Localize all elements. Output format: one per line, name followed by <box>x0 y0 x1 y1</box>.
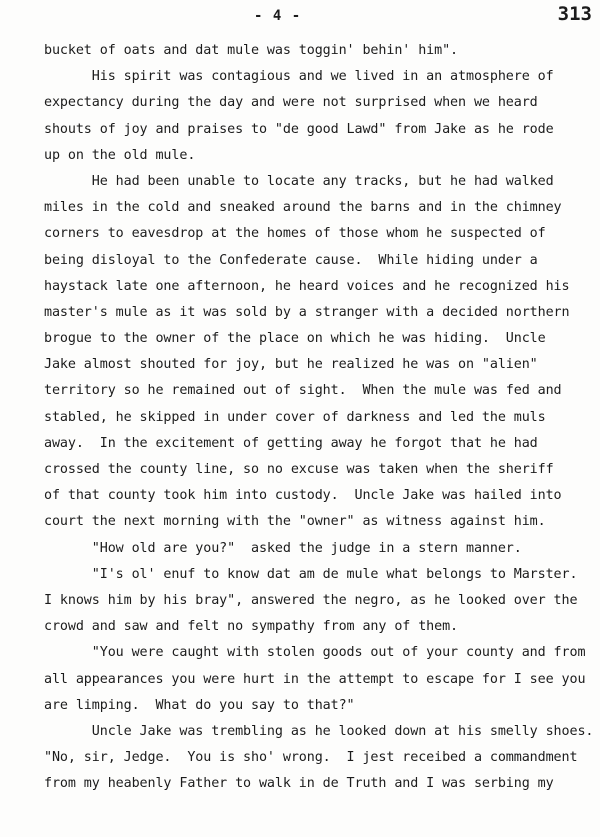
text-line: all appearances you were hurt in the attempt to escape for I see you <box>44 671 586 687</box>
text-line: "No, sir, Jedge. You is sho' wrong. I jest receibed a commandment <box>44 750 578 766</box>
folio-number: 313 <box>557 3 592 25</box>
text-line: are limping. What do you say to that?" <box>44 697 355 713</box>
text-line: expectancy during the day and were not surprised when we heard <box>44 95 538 111</box>
text-line: "How old are you?" asked the judge in a stern manner. <box>44 540 522 556</box>
page-number: - 4 - <box>254 8 302 24</box>
text-line: I knows him by his bray", answered the negro, as he looked over the <box>44 592 578 608</box>
text-line: corners to eavesdrop at the homes of those whom he suspected of <box>44 226 546 242</box>
text-line: up on the old mule. <box>44 147 196 163</box>
body-text <box>44 38 596 797</box>
text-line: He had been unable to locate any tracks, but he had walked <box>44 173 554 189</box>
text-line: master's mule as it was sold by a stranger with a decided northern <box>44 304 570 320</box>
text-line: haystack late one afternoon, he heard voices and he recognized his <box>44 278 570 294</box>
text-line: brogue to the owner of the place on which he was hiding. Uncle <box>44 331 546 347</box>
text-line: crossed the county line, so no excuse was taken when the sheriff <box>44 462 554 477</box>
text-line: from my heabenly Father to walk in de Truth and I was serbing my <box>44 776 554 792</box>
text-line: stabled, he skipped in under cover of darkness and led the muls <box>44 409 546 425</box>
text-line: shouts of joy and praises to "de good Lawd" from Jake as he rode <box>44 121 554 137</box>
text-line: "I's ol' enuf to know dat am de mule what belongs to Marster. <box>44 566 578 582</box>
text-line: court the next morning with the "owner" as witness against him. <box>44 514 546 530</box>
text-line: away. In the excitement of getting away he forgot that he had <box>44 435 538 451</box>
text-line: Uncle Jake was trembling as he looked down at his smelly shoes. <box>44 723 594 739</box>
text-line: territory so he remained out of sight. When the mule was fed and <box>44 383 562 399</box>
text-line: crowd and saw and felt no sympathy from any of them. <box>44 619 459 635</box>
text-line: bucket of oats and dat mule was toggin' behin' him". <box>44 43 459 58</box>
text-line: miles in the cold and sneaked around the barns and in the chimney <box>44 200 562 216</box>
text-line: Jake almost shouted for joy, but he realized he was on "alien" <box>44 357 538 373</box>
text-line: His spirit was contagious and we lived in an atmosphere of <box>44 69 554 85</box>
text-line: "You were caught with stolen goods out of your county and from <box>44 645 586 661</box>
text-line: of that county took him into custody. Uncle Jake was hailed into <box>44 488 562 504</box>
text-line: being disloyal to the Confederate cause. While hiding under a <box>44 252 538 268</box>
